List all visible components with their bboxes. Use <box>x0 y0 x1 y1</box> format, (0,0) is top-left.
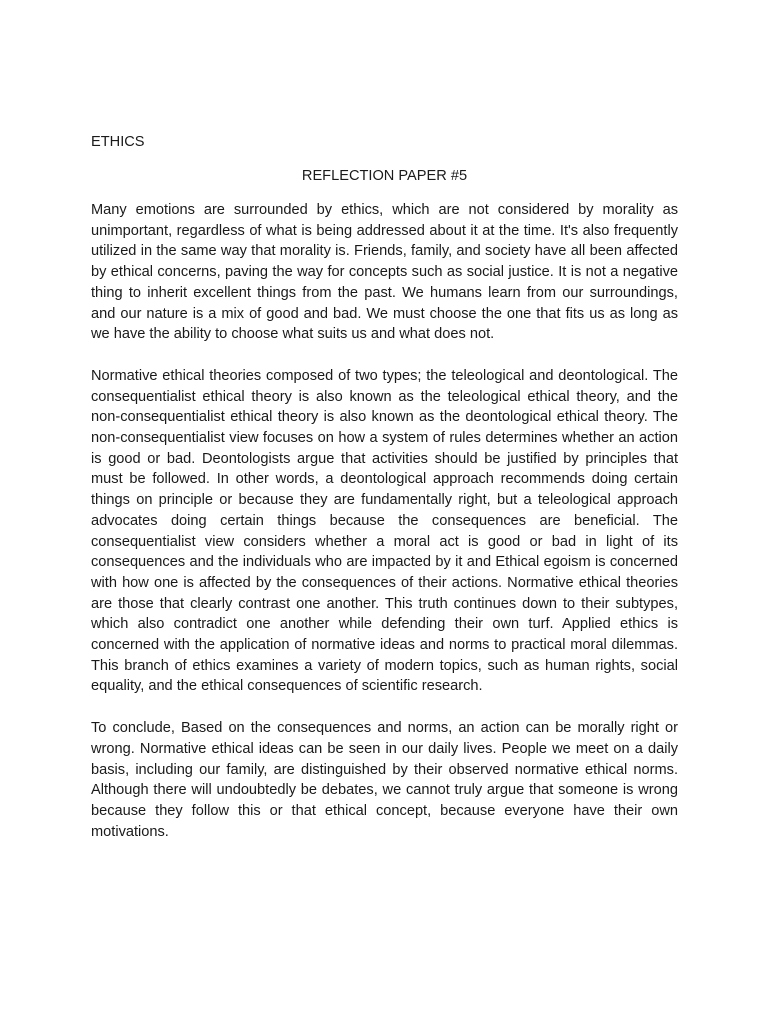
paragraph-conclusion: To conclude, Based on the consequences and norms, an action can be morally right or wrong. Normative ethical ideas can be seen in our daily lives. People we meet on a daily basis, including our family, are distinguished by their observed normative ethical norms. Although there will undoubtedly be debates, we cannot truly argue that someone is wrong because they follow this or that ethical concept, because everyone have their own motivations. <box>91 720 678 840</box>
paragraph-intro: Many emotions are surrounded by ethics, which are not considered by morality as unimportant, regardless of what is being addressed about it at the time. It's also frequently utilized in the same way that morality is. Friends, family, and society have all been affected by ethical concerns, paving the way for concepts such as social justice. It is not a negative thing to inherit excellent things from the past. We humans learn from our surroundings, and our nature is a mix of good and bad. We must choose the one that fits us as long as we have the ability to choose what suits us and what does not. <box>91 202 678 343</box>
paper-title: REFLECTION PAPER #5 <box>301 168 468 184</box>
document-body <box>91 132 678 842</box>
course-heading: ETHICS <box>91 134 145 150</box>
paragraph-normative-theories: Normative ethical theories composed of two types; the teleological and deontological. The consequentialist ethical theory is also known as the teleological ethical theory, and the non-consequentialist ethical theory is also known as the deontological ethical theory. The non-consequentialist view focuses on how a system of rules determines whether an action is good or bad. Deontologists argue that activities should be justified by principles that must be followed. In other words, a deontological approach recommends doing certain things on principle or because they are fundamentally right, but a teleological approach advocates doing certain things because the consequences are beneficial. The consequentialist view considers whether a moral act is good or bad in light of its consequences and the individuals who are impacted by it and Ethical egoism is concerned with how one is affected by the consequences of their actions. Normative ethical theories are those that clearly contrast one another. This truth continues down to their subtypes, which also contradict one another while defending their own turf. Applied ethics is concerned with the application of normative ideas and norms to practical moral dilemmas. This branch of ethics examines a variety of modern topics, such as human rights, social equality, and the ethical consequences of scientific research. <box>91 367 678 695</box>
